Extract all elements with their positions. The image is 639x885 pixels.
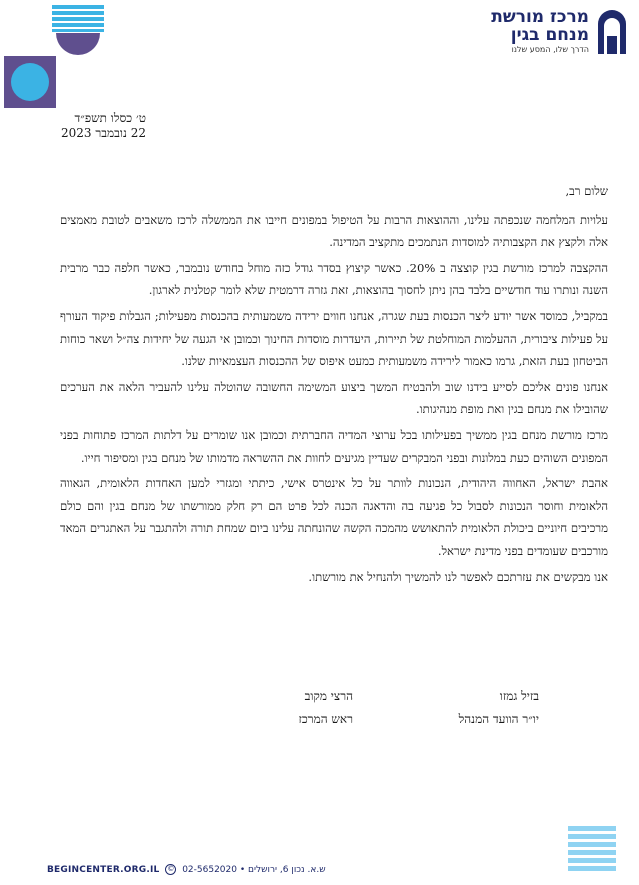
- logo-text: [491, 8, 589, 56]
- phone-number: 02-5652020: [182, 865, 237, 875]
- paragraph: אנחנו פונים אליכם לסייע בידנו שוב ולהבטיח המשך ביצוע המשימה החשובה שהוטלה עלינו להעביר הלאה את הערכים שהובילו את מנחם בגין ואת מופת מנהיגותו.: [60, 379, 608, 417]
- website-link[interactable]: BEGINCENTER.ORG.IL: [47, 865, 160, 875]
- logo-tagline: הדרך שלו, המסע שלנו: [511, 45, 589, 54]
- logo-mark-icon: [595, 8, 629, 56]
- signatory-role: יו״ר הוועד המנהל: [458, 712, 539, 726]
- gregorian-date: 22 נובמבר 2023: [60, 126, 146, 140]
- circle-square-icon: [4, 56, 56, 108]
- paragraph: ההקצבה למרכז מורשת בגין קוצצה ב 20%. כאשר קיצוץ בסדר גודל כזה מוחל בחודש נובמבר, כאשר חלפה כבר מרבית השנה ונותרו עוד חודשיים בלבד בהן ניתן לחסוך בהוצאות, זאת גזרה דרמטית שלא לומר קטלנית לארגון.: [60, 260, 608, 298]
- signatory-role: ראש המרכז: [298, 712, 353, 726]
- paragraph: אנו מבקשים את עזרתכם לאפשר לנו להמשיך ולהנחיל את מורשתו.: [308, 569, 608, 584]
- paragraph: עלויות המלחמה שנכפתה עלינו, וההוצאות הרבות על הטיפול במפונים חייבו את הממשלה לרכז משאבים לטובת מאמצים אלה ולקצץ את הקצבותיה למוסדות הנתמכים מתקציב המדינה.: [60, 212, 608, 250]
- stripes-block-icon: [568, 826, 616, 876]
- signatory-name: הרצי מקוב: [304, 689, 353, 703]
- letter-date: [61, 111, 146, 141]
- half-circle-stripes-icon: [52, 5, 104, 57]
- paragraph: מרכז מורשת מנחם בגין ממשיך בפעילותו בכל ערוצי המדיה החברתית וכמובן אנו שומרים על דלתות המרכז פתוחות בפני המפונים השוהים כעת במלונות ובפני המבקרים שעדיין מגיעים לחוות את ההשראה מדמותו של מנחם בגין ומסיפור חייו.: [60, 427, 608, 465]
- organization-logo: [401, 6, 631, 60]
- letter-body: [60, 180, 608, 591]
- signatory-name: בזיל גמזו: [499, 689, 539, 703]
- address: ש.א. נכון 6, ירושלים: [248, 865, 326, 875]
- hebrew-date: ט׳ כסלו תשפ״ד: [74, 111, 146, 125]
- paragraph: אהבת ישראל, האחווה היהודית, הנכונות לוותר על כל אינטרס אישי, כיתתי ומגזרי למען האחדות הלאומית, הגאווה הלאומית וחוסר הנכונות לסבול כל פגיעה בה והדאגה הכנה לכל פרט הם רק חלק ממורשתו של מנחם בגין והם כולם מרכיבים חיוניים ביכולת הלאומית להתאושש מהמכה הקשה שהונחתה עלינו ביום שמחת תורה ולהתגבר על האתגרים המאד מורכבים שעומדים בפני מדינת ישראל.: [60, 476, 608, 558]
- footer: BEGINCENTER.ORG.IL © 02-5652020 • ש.א. נכון 6, ירושלים: [47, 865, 326, 875]
- paragraph: במקביל, כמוסד אשר יודע ליצר הכנסות בעת שגרה, אנחנו חווים ירידה משמעותית בהכנסות מפעילות; הגבלות פיקוד העורף על פעילות ציבורית, ההעלמות המוחלטת של תיירות, היעדרות מוסדות החינוך וכמובן אי הגעה של יחידות צה״ל ושאר כוחות הביטחון בעת הזאת, גרמו כאמור לירידה משמעותית כמעט איפוס של ההכנסות העצמאיות שלנו.: [60, 308, 608, 369]
- greeting: שלום רב,: [565, 184, 608, 198]
- copyright-icon: ©: [167, 865, 175, 873]
- logo-line-2: מנחם בגין: [510, 25, 589, 45]
- logo-line-1: מרכז מורשת: [491, 7, 589, 27]
